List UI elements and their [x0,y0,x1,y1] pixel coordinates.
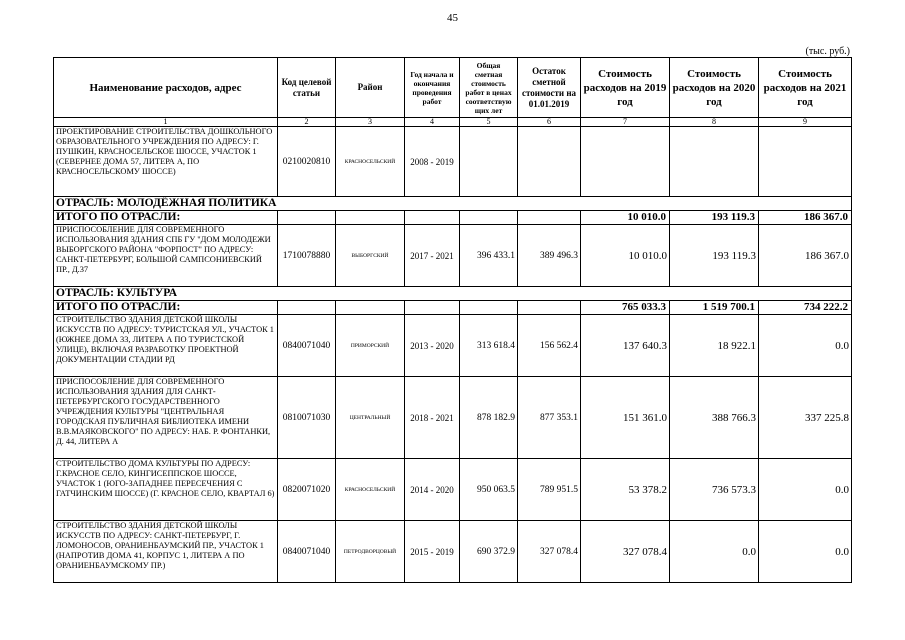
table-row [54,377,852,459]
row-cost-2020 [670,127,759,197]
row-code: 0810071030 [278,377,336,459]
sector-total-label: ИТОГО ПО ОТРАСЛИ: [54,301,278,315]
sector-total-2020: 1 519 700.1 [670,301,759,315]
row-cost-2019: 53 378.2 [581,459,670,521]
row-name: ПРИСПОСОБЛЕНИЕ ДЛЯ СОВРЕМЕННОГО ИСПОЛЬЗОВАНИЯ ЗДАНИЯ СПБ ГУ "ДОМ МОЛОДЕЖИ ВЫБОРГСКОГО РАЙОНА "ФОРПОСТ" ПО АДРЕСУ: САНКТ-ПЕТЕРБУРГ, БОЛЬШОЙ САМПСОНИЕВСКИЙ ПР., Д.37 [54,225,278,287]
row-cost-2020: 388 766.3 [670,377,759,459]
row-cost-2021: 0.0 [759,315,852,377]
row-total-cost: 396 433.1 [460,225,518,287]
table-row [54,127,852,197]
row-cost-2021: 0.0 [759,459,852,521]
row-cost-2019: 327 078.4 [581,521,670,583]
column-number: 2 [278,118,336,127]
row-name: СТРОИТЕЛЬСТВО ДОМА КУЛЬТУРЫ ПО АДРЕСУ: Г.КРАСНОЕ СЕЛО, КИНГИСЕППСКОЕ ШОССЕ, УЧАСТОК 1 (ЮГО-ЗАПАДНЕЕ ПЕРЕСЕЧЕНИЯ С ГАТЧИНСКИМ ШОССЕ) (Г. КРАСНОЕ СЕЛО, КВАРТАЛ 6) [54,459,278,521]
units-note: (тыс. руб.) [805,46,850,57]
column-number: 5 [460,118,518,127]
row-code: 0840071040 [278,315,336,377]
sector-total-2020: 193 119.3 [670,211,759,225]
header-row [54,58,852,118]
row-total-cost [460,127,518,197]
header-remainder: Остаток сметной стоимости на 01.01.2019 [518,58,581,118]
row-code: 0820071020 [278,459,336,521]
sector-total-2019: 10 010.0 [581,211,670,225]
sector-header-row [54,287,852,301]
header-name: Наименование расходов, адрес [54,58,278,118]
row-code: 0210020810 [278,127,336,197]
budget-table [53,57,852,583]
table-row [54,459,852,521]
column-number-row [54,118,852,127]
row-cost-2019: 10 010.0 [581,225,670,287]
header-cost-2021: Стоимость расходов на 2021 год [759,58,852,118]
row-code: 0840071040 [278,521,336,583]
sector-total-row [54,301,852,315]
row-remainder [518,127,581,197]
column-number: 7 [581,118,670,127]
row-period: 2008 - 2019 [405,127,460,197]
table-row [54,225,852,287]
row-cost-2021 [759,127,852,197]
row-name: ПРОЕКТИРОВАНИЕ СТРОИТЕЛЬСТВА ДОШКОЛЬНОГО ОБРАЗОВАТЕЛЬНОГО УЧРЕЖДЕНИЯ ПО АДРЕСУ: Г. ПУШКИН, КРАСНОСЕЛЬСКОЕ ШОССЕ, УЧАСТОК 1 (СЕВЕРНЕЕ ДОМА 57, ЛИТЕРА А, ПО КРАСНОСЕЛЬСКОМУ ШОССЕ) [54,127,278,197]
page-number: 45 [447,12,458,24]
row-cost-2020: 736 573.3 [670,459,759,521]
sector-total-2021: 734 222.2 [759,301,852,315]
row-district: КРАСНОСЕЛЬСКИЙ [336,127,405,197]
sector-label: ОТРАСЛЬ: КУЛЬТУРА [54,287,852,301]
row-district: ПРИМОРСКИЙ [336,315,405,377]
row-total-cost: 950 063.5 [460,459,518,521]
table-row [54,315,852,377]
row-total-cost: 878 182.9 [460,377,518,459]
row-cost-2021: 186 367.0 [759,225,852,287]
row-remainder: 877 353.1 [518,377,581,459]
header-code: Код целевой статьи [278,58,336,118]
sector-total-2021: 186 367.0 [759,211,852,225]
row-cost-2019 [581,127,670,197]
row-period: 2014 - 2020 [405,459,460,521]
row-cost-2020: 18 922.1 [670,315,759,377]
sector-total-2019: 765 033.3 [581,301,670,315]
row-period: 2018 - 2021 [405,377,460,459]
header-cost-2020: Стоимость расходов на 2020 год [670,58,759,118]
row-name: СТРОИТЕЛЬСТВО ЗДАНИЯ ДЕТСКОЙ ШКОЛЫ ИСКУССТВ ПО АДРЕСУ: САНКТ-ПЕТЕРБУРГ, Г. ЛОМОНОСОВ, ОРАНИЕНБАУМСКИЙ ПР., УЧАСТОК 1 (НАПРОТИВ ДОМА 41, КОРПУС 1, ЛИТЕРА А ПО ОРАНИЕНБАУМСКОМУ ПР.) [54,521,278,583]
row-district: ВЫБОРГСКИЙ [336,225,405,287]
row-code: 1710078880 [278,225,336,287]
row-cost-2021: 337 225.8 [759,377,852,459]
table-row [54,521,852,583]
row-cost-2019: 151 361.0 [581,377,670,459]
row-period: 2013 - 2020 [405,315,460,377]
sector-header-row [54,197,852,211]
row-period: 2017 - 2021 [405,225,460,287]
sector-label: ОТРАСЛЬ: МОЛОДЁЖНАЯ ПОЛИТИКА [54,197,852,211]
column-number: 4 [405,118,460,127]
row-name: ПРИСПОСОБЛЕНИЕ ДЛЯ СОВРЕМЕННОГО ИСПОЛЬЗОВАНИЯ ЗДАНИЯ ДЛЯ САНКТ-ПЕТЕРБУРГСКОГО ГОСУДАРСТВЕННОГО УЧРЕЖДЕНИЯ КУЛЬТУРЫ "ЦЕНТРАЛЬНАЯ ГОРОДСКАЯ ПУБЛИЧНАЯ БИБЛИОТЕКА ИМЕНИ В.В.МАЯКОВСКОГО" ПО АДРЕСУ: НАБ. Р. ФОНТАНКИ, Д. 44, ЛИТЕРА А [54,377,278,459]
row-remainder: 389 496.3 [518,225,581,287]
row-district: ПЕТРОДВОРЦОВЫЙ [336,521,405,583]
sector-total-label: ИТОГО ПО ОТРАСЛИ: [54,211,278,225]
row-district: КРАСНОСЕЛЬСКИЙ [336,459,405,521]
column-number: 9 [759,118,852,127]
header-cost-2019: Стоимость расходов на 2019 год [581,58,670,118]
row-remainder: 327 078.4 [518,521,581,583]
column-number: 3 [336,118,405,127]
row-cost-2019: 137 640.3 [581,315,670,377]
column-number: 1 [54,118,278,127]
row-cost-2020: 0.0 [670,521,759,583]
row-remainder: 156 562.4 [518,315,581,377]
row-period: 2015 - 2019 [405,521,460,583]
header-total-cost: Общая сметная стоимость работ в ценах соответствую щих лет [460,58,518,118]
row-cost-2020: 193 119.3 [670,225,759,287]
column-number: 8 [670,118,759,127]
row-total-cost: 690 372.9 [460,521,518,583]
header-district: Район [336,58,405,118]
row-total-cost: 313 618.4 [460,315,518,377]
row-district: ЦЕНТРАЛЬНЫЙ [336,377,405,459]
row-cost-2021: 0.0 [759,521,852,583]
header-period: Год начала и окончания проведения работ [405,58,460,118]
sector-total-row [54,211,852,225]
row-remainder: 789 951.5 [518,459,581,521]
column-number: 6 [518,118,581,127]
row-name: СТРОИТЕЛЬСТВО ЗДАНИЯ ДЕТСКОЙ ШКОЛЫ ИСКУССТВ ПО АДРЕСУ: ТУРИСТСКАЯ УЛ., УЧАСТОК 1 (ЮЖНЕЕ ДОМА 33, ЛИТЕРА А ПО ТУРИСТСКОЙ УЛИЦЕ), ВКЛЮЧАЯ РАЗРАБОТКУ ПРОЕКТНОЙ ДОКУМЕНТАЦИИ СТАДИИ РД [54,315,278,377]
